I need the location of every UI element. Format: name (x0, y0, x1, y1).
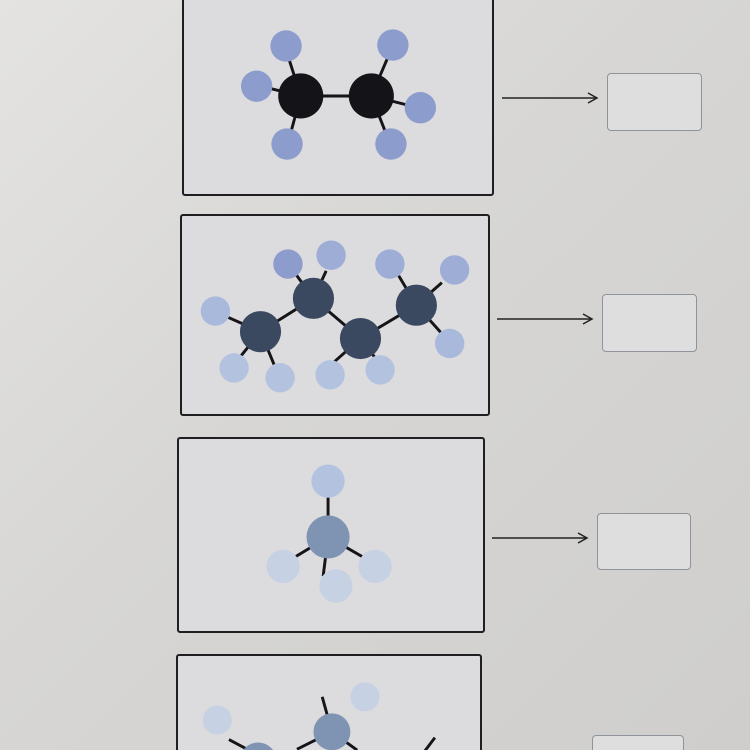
answer-box-2[interactable] (602, 294, 697, 352)
answer-box-3[interactable] (597, 513, 691, 570)
molecule-row-4 (0, 640, 750, 750)
arrow-2 (497, 313, 595, 325)
molecule-card-1 (182, 0, 494, 196)
answer-box-4[interactable] (592, 735, 684, 750)
molecule-card-3 (177, 437, 485, 633)
arrow-3 (492, 532, 590, 544)
molecule-row-3 (0, 425, 750, 640)
answer-box-1[interactable] (607, 73, 702, 131)
methyl-fragment-molecule-icon (179, 439, 483, 631)
answer-value-4 (593, 736, 594, 737)
arrow-1 (502, 92, 600, 104)
molecule-row-2 (0, 210, 750, 425)
molecule-card-2 (180, 214, 490, 416)
butane-molecule-icon (182, 216, 488, 414)
answer-value-3 (598, 514, 599, 515)
answer-value-1 (608, 74, 609, 75)
ethane-molecule-icon (184, 0, 492, 194)
answer-value-2 (603, 295, 604, 296)
molecule-row-1 (0, 0, 750, 210)
molecule-card-4 (176, 654, 482, 750)
partial-molecule-icon (178, 656, 480, 750)
